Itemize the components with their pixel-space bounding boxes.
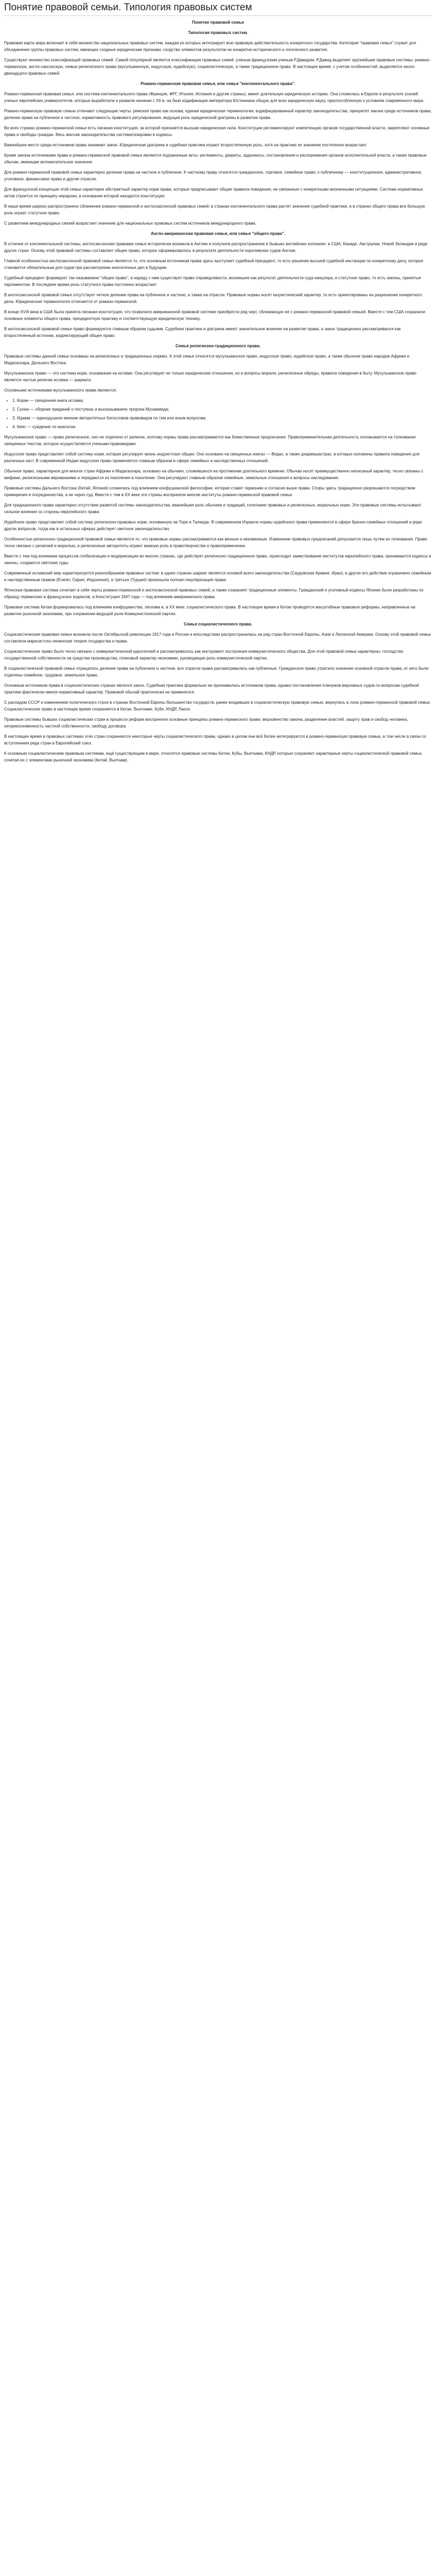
paragraph: В наше время широко распространено сближение романо-германской и англосаксонской правовых семей: в странах континентального права растет значение судебной практики, а в странах общего права все большую роль играет статутное право. (4, 204, 425, 215)
paragraph: Для французской концепции этой семьи характерен абстрактный характер норм права, которые предписывают общие правила поведения, не связанные с конкретными жизненными ситуациями. Система нормативных актов строится по принципу иерархии, в основании которой находится конституция. (4, 187, 424, 198)
paragraph: Правовые системы данной семьи основаны на религиозных и традиционных нормах. К этой семье относятся мусульманское право, индусское право, иудейское право, а также обычное право народов Африки и Мадагаскара, Дальнего Востока. (4, 354, 410, 365)
document-body (4, 19, 432, 764)
list-item: • 2. Сунна — сборник преданий о поступках и высказываниях пророка Мухаммеда; (12, 406, 432, 413)
paragraph: Существуют множество классификаций правовых семей. Самой популярной является классификация правовых семей, ученым французским ученым Р.Давидом. Р.Давид выделяет крупнейшие правовые системы: романо-германскую, англо-саксонскую, семью религиозного права (мусульманскую, индусскую, иудейскую), социалистическую, а также традиционное право. В настоящее время, с учетом особенностей, выделяется около двенадцати правовых семей. (4, 58, 431, 76)
paragraph: Иудейское право представляет собой систему религиозно-правовых норм, основанную на Торе и Талмуде. В современном Израиле нормы иудейского права применяются в сфере брачно-семейных отношений и ряде других вопросов, тогда как в остальных сферах действует светское законодательство. (4, 520, 422, 531)
paragraph: Социалистическая правовая семья возникла после Октябрьской революции 1917 года в России и впоследствии распространилась на ряд стран Восточной Европы, Азии и Латинской Америки. Основу этой правовой семьи составляла марксистско-ленинская теория государства и права. (4, 632, 431, 643)
paragraph: Индусское право представляет собой систему норм, которая регулирует жизнь индуистских общин. Оно основано на священных книгах — Ведах, а также дхармашастрах, в которых изложены правила поведения для различных каст. В современной Индии индусское право применяется главным образом в сфере семейных и наследственных отношений. (4, 452, 420, 463)
document-page (0, 0, 436, 767)
paragraph: Современный исламский мир характеризуется разнообразием правовых систем: в одних странах шариат является основой всего законодательства (Саудовская Аравия, Иран), в других его действие ограничено семейным и наследственным правом (Египет, Сирия, Индонезия), в третьих (Турция) произошла полная секуляризация права. (4, 571, 431, 582)
paragraph: Правовая система Китая формировалась под влиянием конфуцианства, легизма и, в XX веке, социалистического права. В настоящее время в Китае проводятся масштабные правовые реформы, направленные на развитие рыночной экономики, при сохранении ведущей роли Коммунистической партии. (4, 605, 415, 616)
paragraph: Правовые системы Дальнего Востока (Китай, Япония) сложились под влиянием конфуцианской философии, которая ставит гармонию и согласие выше права. Споры здесь традиционно разрешаются посредством примирения и посредничества, а не через суд. Вместе с тем в XX веке эти страны восприняли многие институты романо-германской правовой семьи. (4, 486, 415, 497)
list-item: • 1. Коран — священная книга ислама; (12, 397, 432, 404)
paragraph: Основным источником права в социалистических странах являлся закон. Судебная практика формально не признавалась источником права, однако постановления пленумов верховных судов по вопросам судебной практики фактически имели нормативный характер. Правовой обычай практически не применялся. (4, 683, 419, 694)
paragraph: Главной особенностью англосаксонской правовой семьи является то, что основным источником права здесь выступает судебный прецедент, то есть решение высшей судебной инстанции по конкретному делу, которое становится обязательным для судов при рассмотрении аналогичных дел в будущем. (4, 259, 424, 270)
paragraph: С распадом СССР и изменением политического строя в странах Восточной Европы большинство государств, ранее входивших в социалистическую правовую семью, вернулись в лоно романо-германской правовой семьи. Социалистическое право в настоящее время сохраняется в Китае, Вьетнаме, Кубе, КНДР, Лаосе. (4, 700, 431, 711)
paragraph: Судебный прецедент формирует так называемое "общее право", а наряду с ним существует право справедливости, возникшее как результат деятельности суда канцлера, и статутное право, то есть законы, принятые парламентом. В последнее время роль статутного права постоянно возрастает. (4, 276, 421, 287)
paragraph: Японская правовая система сочетает в себе черты романо-германской и англосаксонской правовых семей, а также сохраняет традиционные элементы. Гражданский и уголовный кодексы Японии были разработаны по образцу германских и французских кодексов, а Конституция 1947 года — под влиянием американского права. (4, 588, 424, 599)
paragraph: В отличие от континентальной системы, англосаксонская правовая семья исторически возникла в Англии и получила распространение в бывших английских колониях: в США, Канаде, Австралии, Новой Зеландии и ряде других стран. Основу этой правовой системы составляет общее право, которое сформировалось в результате деятельности королевских судов Англии. (4, 242, 428, 253)
list-item: • 4. Кияс — суждение по аналогии. (12, 423, 432, 430)
paragraph: С развитием международных связей возрастает значение для национальных правовых систем источников международного права. (4, 221, 256, 226)
paragraph: В англосаксонской правовой семье отсутствует четкое деление права на публичное и частное, а также на отрасли. Правовые нормы носят казуистический характер, то есть ориентированы на разрешение конкретного дела. Юридическая терминология отличается от романо-германской. (4, 293, 422, 304)
section-heading: Англо-американская правовая семья, или семья "общего права". (151, 231, 285, 236)
paragraph: К основным социалистическим правовым системам, ещё существующим в мире, относятся правовые системы Китая, Кубы, Вьетнама, КНДР, которые сохраняют характерные черты социалистической правовой семьи, сочетая их с элементами рыночной экономики (Китай, Вьетнам). (4, 751, 423, 762)
paragraph: Важнейшее место среди источников права занимает закон. Юридическая доктрина и судебная практика играют второстепенную роль, хотя на практике их значение постепенно возрастает. (4, 143, 368, 147)
section-heading: Понятие правовой семьи (192, 20, 244, 25)
section-heading: Семья религиозно-традиционного права. (175, 344, 261, 348)
list-item: • 3. Иджма — единодушное мнение авторитетных богословов-правоведов по тем или иным вопросам; (12, 415, 432, 421)
document-title: Понятие правовой семьи. Типология правовых систем (4, 2, 432, 16)
paragraph: В конце XVIII века в США была принята писаная конституция, что позволило американской правовой системе приобрести ряд черт, сближающих ее с романо-германской правовой семьей. Вместе с тем США сохранили основные элементы общего права, прецедентную практику и соответствующую юридическую технику. (4, 310, 425, 321)
paragraph: Романо-германская правовая семья, или система континентального права (Франция, ФРГ, Италия, Испания и другие страны), имеет длительную юридическую историю. Она сложилась в Европе в результате усилий ученых европейских университетов, которые выработали и развили начиная с XII в. на базе кодификации императора Юстиниана общую для всех юридическую науку, приспособленную к условиям современного мира. (4, 92, 424, 103)
paragraph: Вместе с тем под влиянием процессов глобализации и модернизации во многих странах, где действует религиозно-традиционное право, происходит заимствование институтов европейского права, принимаются кодексы и законы, создаются светские суды. (4, 554, 431, 565)
paragraph: Особенностью религиозно-традиционной правовой семьи является то, что правовые нормы рассматриваются как вечные и неизменные. Изменение правовых предписаний допускается лишь путем их толкования. Право тесно связано с религией и моралью, а религиозные авторитеты играют важную роль в правотворчестве и правоприменении. (4, 537, 427, 548)
paragraph: В социалистической правовой семье отрицалось деление права на публичное и частное, все отрасли права рассматривались как публичные. Гражданское право утратило значение основной отрасли права, от него были отделены семейное, трудовое, земельное право. (4, 666, 429, 677)
paragraph: Основными источниками мусульманского права являются: (4, 388, 117, 393)
paragraph: Для традиционного права характерно отсутствие развитой системы законодательства, важнейшая роль обычаев и традиций, сочетание правовых и религиозных, моральных норм. Эти правовые системы испытывают сильное влияние со стороны европейского права. (4, 503, 422, 514)
paragraph: В англосаксонской правовой семье право формируется главным образом судьями. Судебная практика и доктрина имеют значительное влияние на развитие права, а закон традиционно рассматривался как второстепенный источник, корректирующий общее право. (4, 327, 401, 338)
paragraph: Социалистическое право было тесно связано с коммунистической идеологией и рассматривалось как инструмент построения коммунистического общества. Для этой правовой семьи характерны: господство государственной собственности на средства производства, плановый характер экономики, руководящая роль коммунистической партии. (4, 649, 404, 660)
paragraph: Для романо-германской правовой семьи характерно деление права на частное и публичное. К частному праву относятся гражданское, торговое, семейное право; к публичному — конституционное, административное, уголовное, финансовое право и другие отрасли. (4, 170, 423, 181)
paragraph: В настоящее время в правовых системах этих стран сохраняются некоторые черты социалистического права, однако в целом они всё более интегрируются в романо-германскую правовую семью, в том числе в связи со вступлением ряда стран в Европейский союз. (4, 734, 426, 745)
paragraph: Во всех странах романо-германской семьи есть писаная конституция, за которой признаётся высшая юридическая сила. Конституции регламентируют компетенцию органов государственной власти, закрепляют основные права и свободы граждан. Весь массив законодательства систематизирован в кодексы. (4, 126, 430, 137)
section-heading: Романо-германская правовая семья, или семья "континентального права". (141, 81, 295, 86)
paragraph: Кроме закона источниками права в романо-германской правовой семье являются подзаконные акты: регламенты, декреты, ордонансы, постановления и распоряжения органов исполнительной власти, а также правовые обычаи, имеющие вспомогательное значение. (4, 153, 427, 164)
paragraph: Мусульманское право — право религиозное, оно не отделено от религии, поэтому нормы права рассматриваются как божественные предписания. Правоприменительная деятельность основывается на толковании священных текстов, которое осуществляется учеными-правоведами. (4, 435, 416, 446)
paragraph: Романо-германскую правовую семью отличают следующие черты: римское право как основа, единая юридическая терминология, кодифицированный характер законодательства, приоритет закона среди источников права, деление права на публичное и частное, нормативность правового регулирования, ведущая роль юридической доктрины в развитии права. (4, 109, 432, 120)
paragraph: Правовые системы бывших социалистических стран в процессе реформ восприняли основные принципы романо-германского права: верховенство закона, разделение властей, защиту прав и свобод человека, неприкосновенность частной собственности, свободу договора. (4, 717, 408, 728)
paragraph: Обычное право, характерное для многих стран Африки и Мадагаскара, основано на обычаях, сложившихся на протяжении длительного времени. Обычаи носят преимущественно неписаный характер, тесно связаны с мифами, религиозными верованиями и передаются из поколения в поколение. Они регулируют главным образом семейные, земельные отношения и вопросы наследования. (4, 469, 424, 480)
section-heading: Семья социалистического права. (184, 622, 252, 626)
paragraph: Правовая карта мира включает в себя множество национальных правовых систем, каждая из которых интегрирует всю правовую действительность конкретного государства. Категория "правовая семья" служит для объединения группы правовых систем, имеющих сходные юридические признаки, сходство элементов результатом их конкретно-исторического и логического развития. (4, 41, 416, 52)
section-heading: Типология правовых систем. (188, 30, 248, 35)
source-list (4, 397, 432, 430)
paragraph: Мусульманское право — это система норм, основанная на исламе. Она регулирует не только юридические отношения, но и вопросы морали, религиозные обряды, правила поведения в быту. Мусульманское право является частью религии ислама — шариата. (4, 371, 416, 382)
